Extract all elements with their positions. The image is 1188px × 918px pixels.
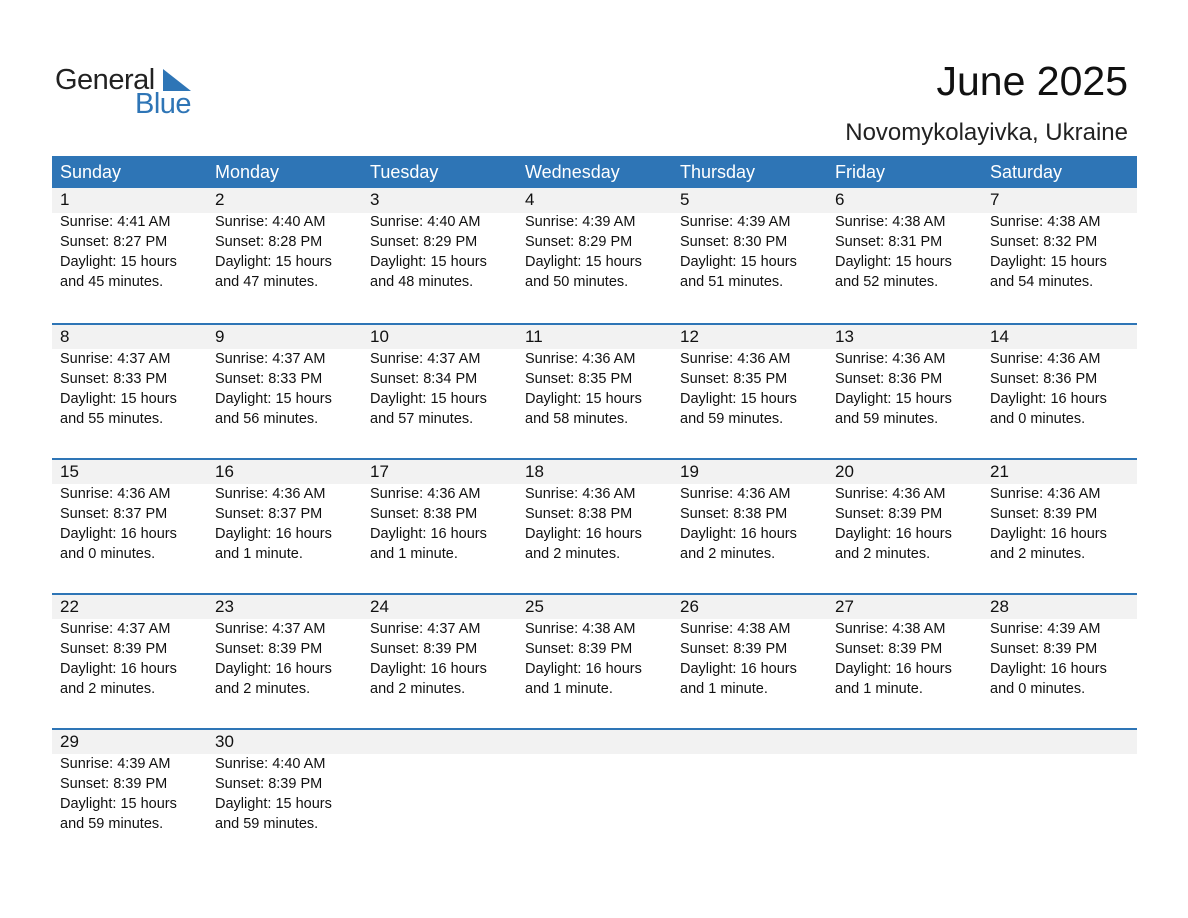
day-cell bbox=[207, 460, 362, 590]
daylight-text: Daylight: 15 hours bbox=[835, 254, 952, 270]
sunset-text: Sunset: 8:37 PM bbox=[60, 506, 168, 522]
daylight-minutes-text: and 1 minute. bbox=[215, 546, 303, 562]
day-number: 25 bbox=[525, 597, 544, 616]
daylight-minutes-text: and 57 minutes. bbox=[370, 411, 474, 427]
sunrise-text: Sunrise: 4:39 AM bbox=[525, 214, 636, 230]
sunset-text: Sunset: 8:39 PM bbox=[835, 641, 943, 657]
week-row bbox=[52, 728, 1137, 863]
day-cell bbox=[672, 595, 827, 725]
day-number: 20 bbox=[835, 462, 854, 481]
daylight-minutes-text: and 45 minutes. bbox=[60, 274, 164, 290]
daylight-text: Daylight: 15 hours bbox=[990, 254, 1107, 270]
sunset-text: Sunset: 8:39 PM bbox=[835, 506, 943, 522]
daylight-text: Daylight: 16 hours bbox=[60, 661, 177, 677]
sunrise-text: Sunrise: 4:36 AM bbox=[215, 486, 326, 502]
sunrise-text: Sunrise: 4:38 AM bbox=[680, 621, 791, 637]
day-cell bbox=[982, 595, 1137, 725]
daylight-text: Daylight: 15 hours bbox=[215, 391, 332, 407]
daylight-minutes-text: and 1 minute. bbox=[680, 681, 768, 697]
daylight-minutes-text: and 48 minutes. bbox=[370, 274, 474, 290]
day-number: 13 bbox=[835, 327, 854, 346]
daylight-minutes-text: and 0 minutes. bbox=[990, 681, 1086, 697]
day-cell bbox=[982, 325, 1137, 455]
daylight-text: Daylight: 15 hours bbox=[60, 254, 177, 270]
daylight-minutes-text: and 1 minute. bbox=[835, 681, 923, 697]
day-number: 9 bbox=[215, 327, 225, 346]
day-number: 23 bbox=[215, 597, 234, 616]
daylight-text: Daylight: 16 hours bbox=[215, 661, 332, 677]
day-cell bbox=[672, 188, 827, 318]
calendar bbox=[52, 156, 1137, 863]
sunrise-text: Sunrise: 4:37 AM bbox=[215, 621, 326, 637]
sunset-text: Sunset: 8:33 PM bbox=[60, 371, 168, 387]
daylight-text: Daylight: 16 hours bbox=[680, 661, 797, 677]
day-cell bbox=[827, 595, 982, 725]
daylight-text: Daylight: 16 hours bbox=[990, 391, 1107, 407]
sunrise-text: Sunrise: 4:38 AM bbox=[835, 621, 946, 637]
day-number: 4 bbox=[525, 190, 535, 209]
day-number: 10 bbox=[370, 327, 389, 346]
sunset-text: Sunset: 8:38 PM bbox=[525, 506, 633, 522]
week-row bbox=[52, 188, 1137, 323]
daylight-text: Daylight: 16 hours bbox=[990, 661, 1107, 677]
daylight-minutes-text: and 52 minutes. bbox=[835, 274, 939, 290]
daylight-minutes-text: and 0 minutes. bbox=[60, 546, 156, 562]
daylight-text: Daylight: 16 hours bbox=[370, 526, 487, 542]
sunrise-text: Sunrise: 4:38 AM bbox=[990, 214, 1101, 230]
daylight-minutes-text: and 59 minutes. bbox=[680, 411, 784, 427]
sunset-text: Sunset: 8:33 PM bbox=[215, 371, 323, 387]
sunset-text: Sunset: 8:39 PM bbox=[60, 641, 168, 657]
week-row bbox=[52, 458, 1137, 593]
daylight-minutes-text: and 1 minute. bbox=[525, 681, 613, 697]
daylight-minutes-text: and 2 minutes. bbox=[370, 681, 466, 697]
sunset-text: Sunset: 8:29 PM bbox=[525, 234, 633, 250]
logo bbox=[55, 64, 195, 120]
day-number: 6 bbox=[835, 190, 845, 209]
day-cell bbox=[52, 730, 207, 860]
day-cell bbox=[52, 325, 207, 455]
daylight-text: Daylight: 16 hours bbox=[835, 661, 952, 677]
daylight-text: Daylight: 16 hours bbox=[835, 526, 952, 542]
sunrise-text: Sunrise: 4:39 AM bbox=[990, 621, 1101, 637]
day-cell bbox=[517, 188, 672, 318]
sunset-text: Sunset: 8:36 PM bbox=[990, 371, 1098, 387]
sunrise-text: Sunrise: 4:36 AM bbox=[990, 486, 1101, 502]
weekday-header bbox=[52, 156, 1137, 188]
sunrise-text: Sunrise: 4:40 AM bbox=[215, 756, 326, 772]
day-cell bbox=[827, 325, 982, 455]
day-cell bbox=[517, 595, 672, 725]
sunrise-text: Sunrise: 4:38 AM bbox=[525, 621, 636, 637]
sunrise-text: Sunrise: 4:37 AM bbox=[215, 351, 326, 367]
daylight-text: Daylight: 15 hours bbox=[835, 391, 952, 407]
sunset-text: Sunset: 8:39 PM bbox=[990, 641, 1098, 657]
daylight-text: Daylight: 16 hours bbox=[525, 526, 642, 542]
sunrise-text: Sunrise: 4:36 AM bbox=[60, 486, 171, 502]
day-cell bbox=[207, 730, 362, 860]
day-number: 14 bbox=[990, 327, 1009, 346]
day-cell bbox=[362, 325, 517, 455]
daylight-minutes-text: and 0 minutes. bbox=[990, 411, 1086, 427]
day-cell bbox=[207, 188, 362, 318]
sunset-text: Sunset: 8:37 PM bbox=[215, 506, 323, 522]
sunset-text: Sunset: 8:30 PM bbox=[680, 234, 788, 250]
daylight-minutes-text: and 2 minutes. bbox=[990, 546, 1086, 562]
day-cell bbox=[827, 460, 982, 590]
sunset-text: Sunset: 8:39 PM bbox=[370, 641, 478, 657]
day-cell bbox=[207, 595, 362, 725]
daylight-text: Daylight: 15 hours bbox=[525, 254, 642, 270]
weekday-saturday: Saturday bbox=[990, 162, 1063, 182]
day-cell bbox=[207, 325, 362, 455]
daylight-text: Daylight: 16 hours bbox=[990, 526, 1107, 542]
sunset-text: Sunset: 8:35 PM bbox=[525, 371, 633, 387]
daylight-minutes-text: and 50 minutes. bbox=[525, 274, 629, 290]
day-number: 26 bbox=[680, 597, 699, 616]
sunset-text: Sunset: 8:32 PM bbox=[990, 234, 1098, 250]
day-number: 30 bbox=[215, 732, 234, 751]
weekday-tuesday: Tuesday bbox=[370, 162, 439, 182]
daylight-minutes-text: and 59 minutes. bbox=[60, 816, 164, 832]
daylight-text: Daylight: 16 hours bbox=[525, 661, 642, 677]
sunrise-text: Sunrise: 4:36 AM bbox=[835, 351, 946, 367]
day-number: 16 bbox=[215, 462, 234, 481]
day-number: 24 bbox=[370, 597, 389, 616]
daylight-text: Daylight: 15 hours bbox=[215, 254, 332, 270]
day-number: 11 bbox=[525, 327, 543, 346]
sunrise-text: Sunrise: 4:40 AM bbox=[370, 214, 481, 230]
day-cell bbox=[362, 188, 517, 318]
sunrise-text: Sunrise: 4:37 AM bbox=[370, 351, 481, 367]
sunset-text: Sunset: 8:39 PM bbox=[680, 641, 788, 657]
sunset-text: Sunset: 8:39 PM bbox=[215, 641, 323, 657]
day-cell bbox=[672, 325, 827, 455]
daylight-text: Daylight: 16 hours bbox=[60, 526, 177, 542]
daylight-text: Daylight: 15 hours bbox=[680, 391, 797, 407]
sunrise-text: Sunrise: 4:39 AM bbox=[680, 214, 791, 230]
sunrise-text: Sunrise: 4:37 AM bbox=[370, 621, 481, 637]
day-number: 5 bbox=[680, 190, 690, 209]
daylight-minutes-text: and 2 minutes. bbox=[215, 681, 311, 697]
sunset-text: Sunset: 8:39 PM bbox=[215, 776, 323, 792]
sunrise-text: Sunrise: 4:36 AM bbox=[525, 486, 636, 502]
weekday-wednesday: Wednesday bbox=[525, 162, 620, 182]
day-cell bbox=[672, 460, 827, 590]
day-number: 8 bbox=[60, 327, 70, 346]
daylight-text: Daylight: 15 hours bbox=[60, 391, 177, 407]
daylight-minutes-text: and 55 minutes. bbox=[60, 411, 164, 427]
sunset-text: Sunset: 8:38 PM bbox=[680, 506, 788, 522]
logo-general-text: General bbox=[55, 64, 155, 96]
weekday-friday: Friday bbox=[835, 162, 886, 182]
daylight-text: Daylight: 16 hours bbox=[215, 526, 332, 542]
day-number: 17 bbox=[370, 462, 389, 481]
daylight-minutes-text: and 1 minute. bbox=[370, 546, 458, 562]
day-number: 27 bbox=[835, 597, 854, 616]
logo-blue-text: Blue bbox=[135, 88, 192, 120]
daylight-minutes-text: and 56 minutes. bbox=[215, 411, 319, 427]
day-number: 3 bbox=[370, 190, 380, 209]
sunset-text: Sunset: 8:38 PM bbox=[370, 506, 478, 522]
sunset-text: Sunset: 8:27 PM bbox=[60, 234, 168, 250]
sunset-text: Sunset: 8:29 PM bbox=[370, 234, 478, 250]
weekday-thursday: Thursday bbox=[680, 162, 756, 182]
daylight-text: Daylight: 15 hours bbox=[370, 391, 487, 407]
week-row bbox=[52, 593, 1137, 728]
sunrise-text: Sunrise: 4:37 AM bbox=[60, 621, 171, 637]
sunrise-text: Sunrise: 4:40 AM bbox=[215, 214, 326, 230]
day-cell bbox=[982, 460, 1137, 590]
sunrise-text: Sunrise: 4:36 AM bbox=[370, 486, 481, 502]
sunset-text: Sunset: 8:31 PM bbox=[835, 234, 943, 250]
daylight-minutes-text: and 2 minutes. bbox=[835, 546, 931, 562]
sunset-text: Sunset: 8:35 PM bbox=[680, 371, 788, 387]
sunrise-text: Sunrise: 4:36 AM bbox=[990, 351, 1101, 367]
day-number: 18 bbox=[525, 462, 544, 481]
day-cell bbox=[52, 188, 207, 318]
daylight-minutes-text: and 54 minutes. bbox=[990, 274, 1094, 290]
daylight-minutes-text: and 58 minutes. bbox=[525, 411, 629, 427]
day-cell bbox=[362, 460, 517, 590]
day-number: 21 bbox=[990, 462, 1009, 481]
day-cell bbox=[362, 595, 517, 725]
calendar-weeks bbox=[52, 188, 1137, 863]
sunset-text: Sunset: 8:39 PM bbox=[60, 776, 168, 792]
daylight-text: Daylight: 15 hours bbox=[680, 254, 797, 270]
day-number: 19 bbox=[680, 462, 699, 481]
day-cell bbox=[52, 595, 207, 725]
sunrise-text: Sunrise: 4:37 AM bbox=[60, 351, 171, 367]
day-number: 1 bbox=[60, 190, 70, 209]
daylight-text: Daylight: 15 hours bbox=[525, 391, 642, 407]
daylight-minutes-text: and 47 minutes. bbox=[215, 274, 319, 290]
daylight-minutes-text: and 59 minutes. bbox=[215, 816, 319, 832]
daylight-text: Daylight: 15 hours bbox=[60, 796, 177, 812]
daylight-text: Daylight: 15 hours bbox=[215, 796, 332, 812]
day-cell bbox=[517, 325, 672, 455]
sunset-text: Sunset: 8:34 PM bbox=[370, 371, 478, 387]
sunrise-text: Sunrise: 4:41 AM bbox=[60, 214, 171, 230]
sunset-text: Sunset: 8:36 PM bbox=[835, 371, 943, 387]
day-cell bbox=[52, 460, 207, 590]
sunset-text: Sunset: 8:39 PM bbox=[525, 641, 633, 657]
day-number: 7 bbox=[990, 190, 1000, 209]
daylight-minutes-text: and 59 minutes. bbox=[835, 411, 939, 427]
sunset-text: Sunset: 8:39 PM bbox=[990, 506, 1098, 522]
day-number: 2 bbox=[215, 190, 225, 209]
page-title: June 2025 bbox=[936, 58, 1128, 104]
daylight-text: Daylight: 15 hours bbox=[370, 254, 487, 270]
daylight-text: Daylight: 16 hours bbox=[680, 526, 797, 542]
sunset-text: Sunset: 8:28 PM bbox=[215, 234, 323, 250]
weekday-sunday: Sunday bbox=[60, 162, 122, 182]
week-row bbox=[52, 323, 1137, 458]
sunrise-text: Sunrise: 4:36 AM bbox=[835, 486, 946, 502]
sunrise-text: Sunrise: 4:36 AM bbox=[525, 351, 636, 367]
daylight-minutes-text: and 2 minutes. bbox=[680, 546, 776, 562]
day-number: 29 bbox=[60, 732, 79, 751]
day-number: 15 bbox=[60, 462, 79, 481]
day-number: 28 bbox=[990, 597, 1009, 616]
daylight-minutes-text: and 51 minutes. bbox=[680, 274, 784, 290]
daylight-text: Daylight: 16 hours bbox=[370, 661, 487, 677]
day-number: 12 bbox=[680, 327, 699, 346]
daylight-minutes-text: and 2 minutes. bbox=[525, 546, 621, 562]
day-number: 22 bbox=[60, 597, 79, 616]
sunrise-text: Sunrise: 4:38 AM bbox=[835, 214, 946, 230]
daylight-minutes-text: and 2 minutes. bbox=[60, 681, 156, 697]
sunrise-text: Sunrise: 4:39 AM bbox=[60, 756, 171, 772]
location-subtitle: Novomykolayivka, Ukraine bbox=[845, 119, 1128, 146]
day-cell bbox=[517, 460, 672, 590]
sunrise-text: Sunrise: 4:36 AM bbox=[680, 351, 791, 367]
sunrise-text: Sunrise: 4:36 AM bbox=[680, 486, 791, 502]
day-cell bbox=[827, 188, 982, 318]
weekday-monday: Monday bbox=[215, 162, 280, 182]
day-cell bbox=[982, 188, 1137, 318]
